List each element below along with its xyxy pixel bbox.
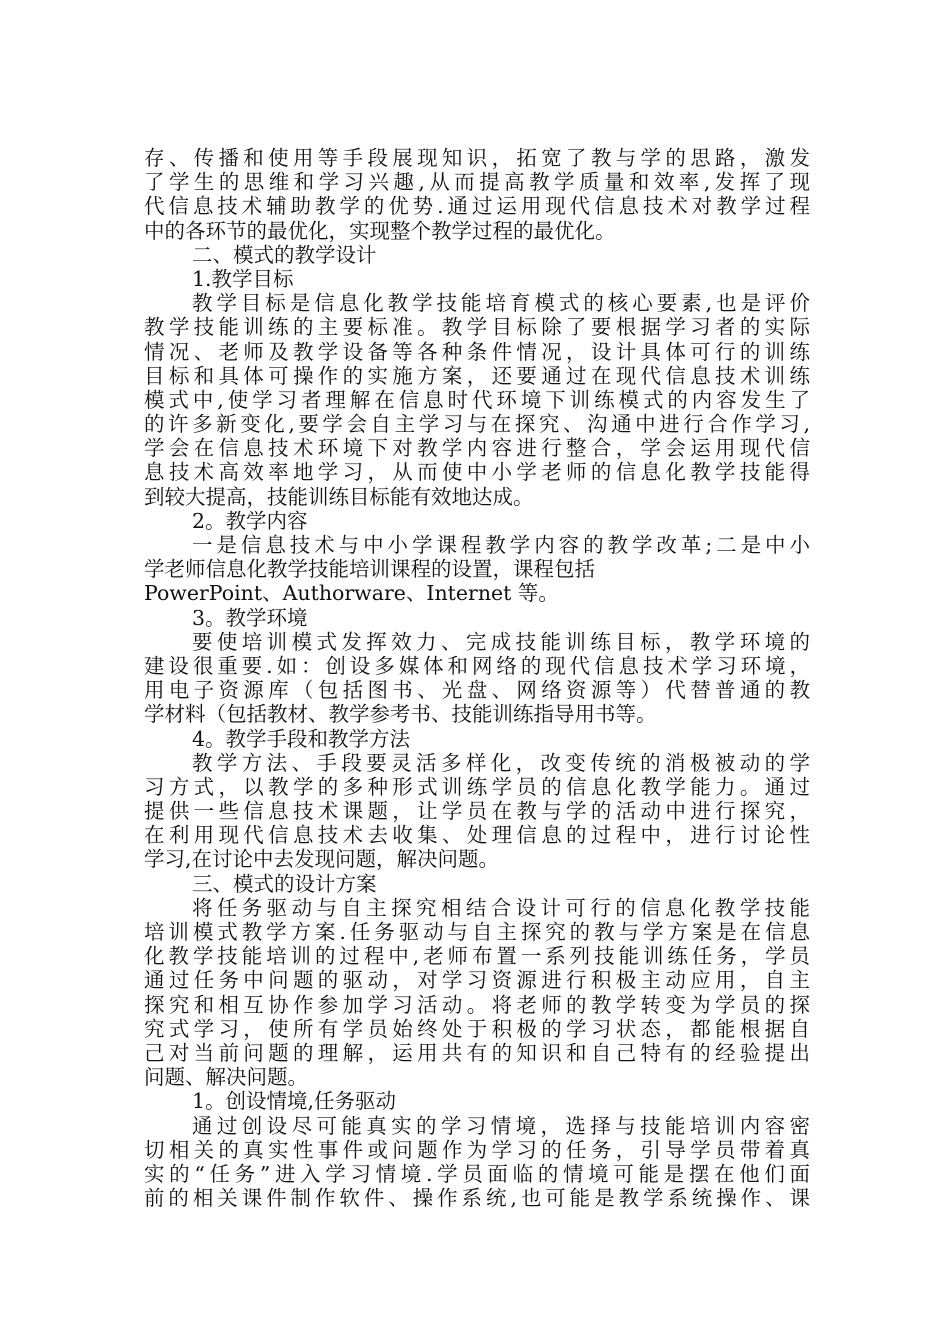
text-line: 代信息技术辅助教学的优势.通过运用现代信息技术对教学过程 bbox=[144, 194, 810, 219]
text-line: 学习,在讨论中去发现问题，解决问题。 bbox=[144, 847, 500, 872]
text-line: 教学方法、手段要灵活多样化，改变传统的消极被动的学 bbox=[192, 750, 810, 775]
text-line: 学会在信息技术环境下对教学内容进行整合，学会运用现代信 bbox=[144, 436, 810, 461]
text-line: 中的各环节的最优化，实现整个教学过程的最优化。 bbox=[144, 218, 616, 243]
text-line: 4。教学手段和教学方法 bbox=[192, 726, 411, 751]
text-line: 存、传播和使用等手段展现知识，拓宽了教与学的思路，激发 bbox=[144, 146, 810, 170]
text-line: 情况、老师及教学设备等各种条件情况，设计具体可行的训练 bbox=[144, 339, 810, 364]
text-line: 通过任务中问题的驱动，对学习资源进行积极主动应用，自主 bbox=[144, 968, 810, 993]
text-line: 1.教学目标 bbox=[192, 266, 294, 291]
text-line: 模式中,使学习者理解在信息时代环境下训练模式的内容发生了 bbox=[144, 387, 810, 412]
text-line: 教学技能训练的主要标准。教学目标除了要根据学习者的实际 bbox=[144, 315, 810, 340]
text-line: 用电子资源库（包括图书、光盘、网络资源等）代替普通的教 bbox=[144, 678, 810, 703]
text-line: 的许多新变化,要学会自主学习与在探究、沟通中进行合作学习, bbox=[144, 412, 810, 437]
text-line: 目标和具体可操作的实施方案，还要通过在现代信息技术训练 bbox=[144, 363, 810, 388]
text-line: 通过创设尽可能真实的学习情境，选择与技能培训内容密 bbox=[192, 1113, 810, 1138]
text-line: 二、模式的教学设计 bbox=[192, 242, 377, 267]
text-line: 在利用现代信息技术去收集、处理信息的过程中，进行讨论性 bbox=[144, 823, 810, 848]
text-line: 切相关的真实性事件或问题作为学习的任务，引导学员带着真 bbox=[144, 1137, 810, 1162]
text-line: 化教学技能培训的过程中,老师布置一系列技能训练任务，学员 bbox=[144, 944, 810, 969]
text-line: 到较大提高，技能训练目标能有效地达成。 bbox=[144, 484, 534, 509]
text-line: 学材料（包括教材、教学参考书、技能训练指导用书等。 bbox=[144, 702, 657, 727]
text-line: 己对当前问题的理解，运用共有的知识和自己特有的经验提出 bbox=[144, 1040, 810, 1065]
text-line: 息技术高效率地学习，从而使中小学老师的信息化教学技能得 bbox=[144, 460, 810, 485]
document-body bbox=[144, 146, 810, 1210]
text-line: 究式学习，使所有学员始终处于积极的学习状态，都能根据自 bbox=[144, 1016, 810, 1041]
text-line: PowerPoint、Authorware、Internet 等。 bbox=[144, 581, 559, 606]
text-line: 1。创设情境,任务驱动 bbox=[192, 1089, 397, 1114]
text-line: 要使培训模式发挥效力、完成技能训练目标，教学环境的 bbox=[192, 629, 810, 654]
text-line: 一是信息技术与中小学课程教学内容的教学改革;二是中小 bbox=[192, 533, 810, 557]
text-line: 学老师信息化教学技能培训课程的设置，课程包括 bbox=[144, 557, 595, 582]
text-line: 习方式，以教学的多种形式训练学员的信息化教学能力。通过 bbox=[144, 774, 810, 799]
text-line: 教学目标是信息化教学技能培育模式的核心要素,也是评价 bbox=[192, 291, 810, 316]
text-line: 实的“任务”进入学习情境.学员面临的情境可能是摆在他们面 bbox=[144, 1161, 810, 1186]
text-line: 前的相关课件制作软件、操作系统,也可能是教学系统操作、课 bbox=[144, 1186, 810, 1211]
text-line: 三、模式的设计方案 bbox=[192, 871, 377, 896]
text-line: 培训模式教学方案.任务驱动与自主探究的教与学方案是在信息 bbox=[144, 920, 810, 944]
text-line: 将任务驱动与自主探究相结合设计可行的信息化教学技能 bbox=[192, 895, 810, 920]
text-line: 提供一些信息技术课题，让学员在教与学的活动中进行探究， bbox=[144, 799, 810, 824]
text-line: 探究和相互协作参加学习活动。将老师的教学转变为学员的探 bbox=[144, 992, 810, 1017]
text-line: 了学生的思维和学习兴趣,从而提高教学质量和效率,发挥了现 bbox=[144, 170, 810, 195]
text-line: 问题、解决问题。 bbox=[144, 1065, 308, 1090]
text-line: 2。教学内容 bbox=[192, 508, 308, 533]
text-line: 建设很重要.如：创设多媒体和网络的现代信息技术学习环境， bbox=[144, 653, 810, 678]
text-line: 3。教学环境 bbox=[192, 605, 308, 630]
